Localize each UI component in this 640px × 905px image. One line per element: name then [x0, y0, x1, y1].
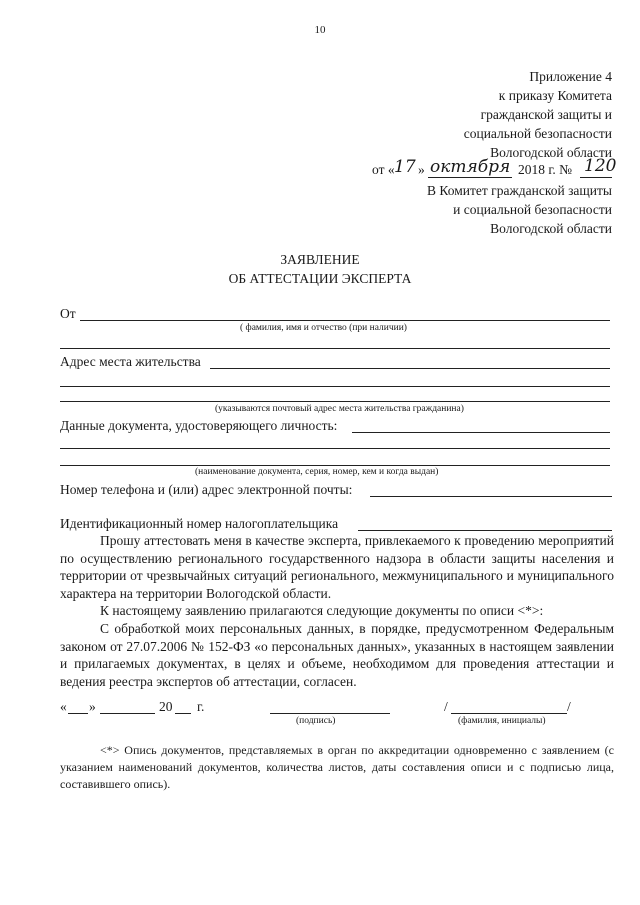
name-slash-right: / [567, 699, 571, 714]
appendix-line: Вологодской области [490, 145, 612, 160]
month-underline [428, 177, 512, 178]
phone-input-line[interactable] [370, 496, 612, 497]
consent-paragraph: С обработкой моих персональных данных, в порядке, предусмотренном Федеральным законом от 27.07.2006 № 152-ФЗ «о персональных данных», указанных в настоящем заявлении и прилагаемых документах, в целях и объеме, необходимом для проведения аттестации и ведения реестра экспертов об аттестации, согласен. [60, 621, 614, 689]
date-prefix: от « [372, 162, 395, 177]
inn-label: Идентификационный номер налогоплательщика [60, 516, 339, 531]
phone-label: Номер телефона и (или) адрес электронной почты: [60, 482, 353, 497]
name-line[interactable] [451, 713, 567, 714]
inn-input-line[interactable] [358, 530, 612, 531]
signature-hint: (подпись) [296, 716, 336, 726]
request-paragraph: Прошу аттестовать меня в качестве эксперта, привлекаемого к проведению мероприятий по осуществлению регионального государственного надзора в области защиты населения и территории от чрезвычайных ситуаций регионального, межмуниципального и муниципального характера на территории Вологодской области. [60, 533, 614, 601]
footnote: <*> Опись документов, представляемых в орган по аккредитации одновременно с заявлением (с указанием наименований документов, количества листов, даты составления описи и с подписью лица, составившего опись). [60, 743, 614, 791]
document-title: ЗАЯВЛЕНИЕ [280, 252, 360, 267]
address-input-line-3[interactable] [60, 401, 610, 402]
date-separator: » [418, 162, 425, 177]
document-label: Данные документа, удостоверяющего личность: [60, 418, 338, 433]
number-underline [580, 177, 612, 178]
appendix-line: Приложение 4 [529, 69, 612, 84]
order-date-line [372, 150, 617, 177]
signature-century: 20 [159, 699, 173, 714]
order-day: 17 [394, 157, 416, 177]
address-input-line[interactable] [210, 368, 610, 369]
signature-day-line[interactable] [68, 713, 88, 714]
signature-month-line[interactable] [100, 713, 155, 714]
from-hint: ( фамилия, имя и отчество (при наличии) [240, 323, 407, 333]
name-hint: (фамилия, инициалы) [458, 716, 546, 726]
appendix-line: к приказу Комитета [498, 88, 612, 103]
document-hint: (наименование документа, серия, номер, кем и когда выдан) [195, 467, 439, 477]
signature-year-suffix: г. [197, 699, 205, 714]
date-close-quote: » [89, 699, 96, 714]
order-year-number: 2018 г. № [518, 162, 573, 177]
address-hint: (указываются почтовый адрес места жительства гражданина) [215, 404, 464, 414]
attachments-paragraph: К настоящему заявлению прилагаются следующие документы по описи <*>: [100, 603, 544, 618]
document-input-line-2[interactable] [60, 448, 610, 449]
order-month: октября [430, 157, 511, 177]
appendix-line: гражданской защиты и [480, 107, 612, 122]
name-slash-left: / [444, 699, 448, 714]
document-input-line[interactable] [352, 432, 610, 433]
from-label: От [60, 306, 76, 321]
from-input-line-2[interactable] [60, 348, 610, 349]
addressee-line: В Комитет гражданской защиты [427, 183, 612, 198]
signature-line[interactable] [270, 713, 390, 714]
document-input-line-3[interactable] [60, 465, 610, 466]
date-open-quote: « [60, 699, 67, 714]
signature-year-line[interactable] [175, 713, 191, 714]
addressee-line: и социальной безопасности [453, 202, 612, 217]
document-subtitle: ОБ АТТЕСТАЦИИ ЭКСПЕРТА [228, 271, 412, 286]
addressee-line: Вологодской области [490, 221, 612, 236]
address-input-line-2[interactable] [60, 386, 610, 387]
from-input-line[interactable] [80, 320, 610, 321]
appendix-line: социальной безопасности [463, 126, 612, 141]
order-number: 120 [584, 156, 617, 176]
address-label: Адрес места жительства [60, 354, 201, 369]
page-number: 10 [314, 24, 326, 36]
